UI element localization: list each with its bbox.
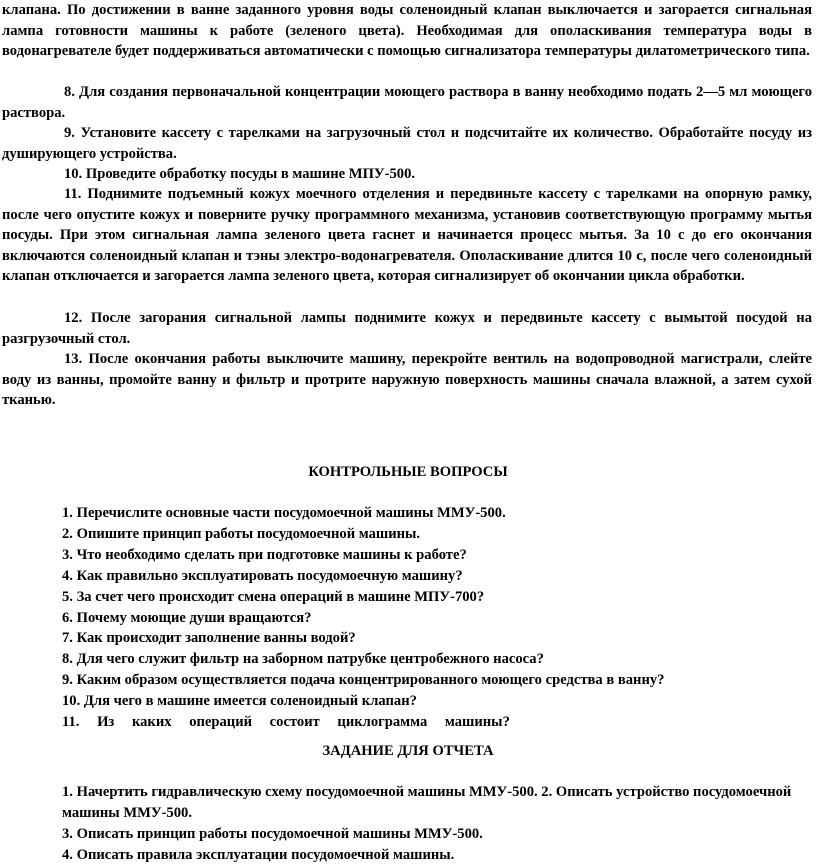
paragraph-step-10: 10. Проведите обработку посуды в машине МПУ-500. (64, 166, 416, 182)
report-task-heading: ЗАДАНИЕ ДЛЯ ОТЧЕТА (322, 743, 494, 759)
paragraph-continuation: клапана. По достижении в ванне заданного уровня воды соленоидный клапан выключается и загорается сигнальная лампа готовности машины к работе (зеленого цвета). Необходимая для ополаскивания температура воды в водонагревателе будет поддерживаться автоматически с помощью сигнализатора температуры дилатометрического типа. (2, 2, 812, 60)
task-item: 3. Описать принцип работы посудомоечной машины ММУ-500. (62, 825, 483, 842)
task-item: 1. Начертить гидравлическую схему посудомоечной машины ММУ-500. 2. Описать устройство посудомоечной машины ММУ-500. (62, 784, 792, 821)
question-item: 3. Что необходимо сделать при подготовке машины к работе? (62, 546, 467, 563)
question-item: 1. Перечислите основные части посудомоечной машины ММУ-500. (62, 505, 506, 521)
control-questions-list (62, 503, 802, 733)
question-item: 8. Для чего служит фильтр на заборном патрубке центробежного насоса? (62, 651, 544, 668)
paragraph-step-11: 11. Поднимите подъемный кожух моечного отделения и передвиньте кассету с тарелками на опорную рамку, после чего опустите кожух и поверните ручку программного механизма, установив соответствующую программу мытья посуды. При этом сигнальная лампа зеленого цвета гаснет и начинается процесс мытья. За 10 с до его окончания включаются соленоидный клапан и тэны электро-водонагревателя. Ополаскивание длится 10 с, после чего соленоидный клапан отключается и загорается лампа зеленого цвета, которая сигнализирует об окончании цикла обработки. (2, 186, 812, 285)
paragraph-step-12: 12. После загорания сигнальной лампы поднимите кожух и передвиньте кассету с вымытой посудой на разгрузочный стол. (2, 310, 812, 347)
paragraph-step-8: 8. Для создания первоначальной концентрации моющего раствора в ванну необходимо подать 2—5 мл моющего раствора. (2, 84, 812, 121)
question-item: 7. Как происходит заполнение ванны водой? (62, 630, 356, 647)
question-item: 6. Почему моющие души вращаются? (62, 609, 312, 626)
paragraph-step-13: 13. После окончания работы выключите машину, перекройте вентиль на водопроводной магистрали, слейте воду из ванны, промойте ванну и фильтр и протрите наружную поверхность машины сначала влажной, а затем сухой тканью. (2, 351, 812, 409)
paragraph-step-9: 9. Установите кассету с тарелками на загрузочный стол и подсчитайте их количество. Обработайте посуду из душирующего устройства. (2, 125, 812, 162)
report-task-list (62, 782, 802, 866)
task-item: 4. Описать правила эксплуатации посудомоечной машины. (62, 846, 455, 863)
question-item: 11. Из каких операций состоит циклограмма машины? (62, 714, 510, 731)
control-questions-heading: КОНТРОЛЬНЫЕ ВОПРОСЫ (308, 464, 508, 480)
question-item: 2. Опишите принцип работы посудомоечной машины. (62, 525, 421, 542)
question-item: 10. Для чего в машине имеется соленоидный клапан? (62, 693, 417, 710)
question-item: 4. Как правильно эксплуатировать посудомоечную машину? (62, 567, 463, 584)
question-item: 5. За счет чего происходит смена операций в машине МПУ-700? (62, 588, 485, 605)
question-item: 9. Каким образом осуществляется подача концентрированного моющего средства в ванну? (62, 672, 665, 689)
